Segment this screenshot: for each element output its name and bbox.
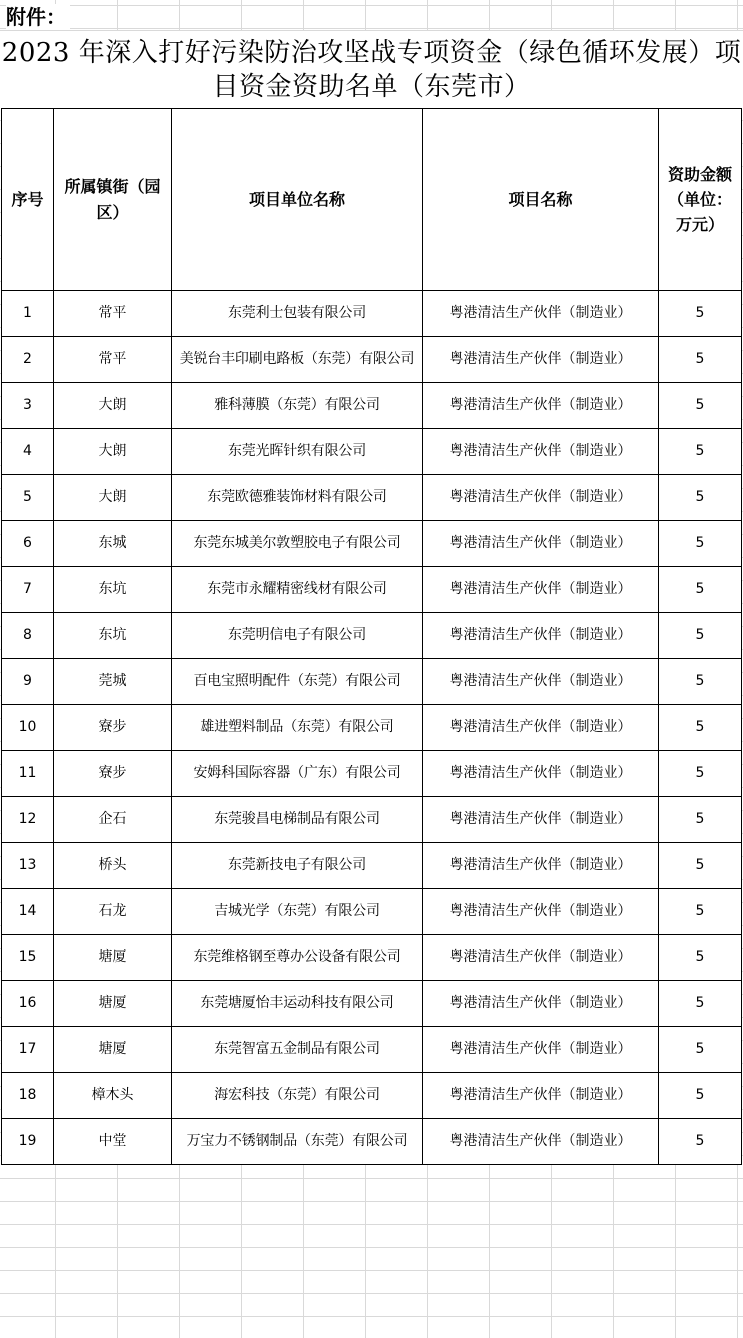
cell-company[interactable]: 雅科薄膜（东莞）有限公司 [172,383,423,429]
cell-company[interactable]: 万宝力不锈钢制品（东莞）有限公司 [172,1119,423,1165]
cell-town[interactable]: 大朗 [54,429,172,475]
cell-amount[interactable]: 5 [659,337,742,383]
cell-seq[interactable]: 7 [2,567,54,613]
table-row [2,613,742,659]
cell-seq[interactable]: 6 [2,521,54,567]
table-row [2,475,742,521]
cell-town[interactable]: 樟木头 [54,1073,172,1119]
cell-company[interactable]: 东莞骏昌电梯制品有限公司 [172,797,423,843]
cell-company[interactable]: 东莞智富五金制品有限公司 [172,1027,423,1073]
cell-town[interactable]: 大朗 [54,383,172,429]
document-title: 2023 年深入打好污染防治攻坚战专项资金（绿色循环发展）项目资金资助名单（东莞市） [1,38,742,102]
cell-town[interactable]: 大朗 [54,475,172,521]
cell-seq[interactable]: 18 [2,1073,54,1119]
table-row [2,797,742,843]
header-project[interactable]: 项目名称 [423,109,659,291]
cell-seq[interactable]: 3 [2,383,54,429]
cell-project[interactable]: 粤港清洁生产伙伴（制造业） [423,843,659,889]
table-row [2,291,742,337]
cell-amount[interactable]: 5 [659,291,742,337]
cell-company[interactable]: 东莞东城美尔敦塑胶电子有限公司 [172,521,423,567]
cell-town[interactable]: 企石 [54,797,172,843]
header-seq[interactable]: 序号 [2,109,54,291]
cell-seq[interactable]: 16 [2,981,54,1027]
table-body [2,291,742,1165]
cell-amount[interactable]: 5 [659,475,742,521]
cell-company[interactable]: 东莞维格钢至尊办公设备有限公司 [172,935,423,981]
cell-project[interactable]: 粤港清洁生产伙伴（制造业） [423,889,659,935]
cell-seq[interactable]: 12 [2,797,54,843]
cell-project[interactable]: 粤港清洁生产伙伴（制造业） [423,429,659,475]
cell-company[interactable]: 雄进塑料制品（东莞）有限公司 [172,705,423,751]
table-row [2,383,742,429]
cell-seq[interactable]: 2 [2,337,54,383]
cell-project[interactable]: 粤港清洁生产伙伴（制造业） [423,1119,659,1165]
funding-table [1,108,742,1165]
cell-amount[interactable]: 5 [659,889,742,935]
cell-project[interactable]: 粤港清洁生产伙伴（制造业） [423,705,659,751]
cell-project[interactable]: 粤港清洁生产伙伴（制造业） [423,521,659,567]
cell-amount[interactable]: 5 [659,429,742,475]
cell-amount[interactable]: 5 [659,567,742,613]
cell-seq[interactable]: 8 [2,613,54,659]
cell-company[interactable]: 东莞欧德雅装饰材料有限公司 [172,475,423,521]
cell-project[interactable]: 粤港清洁生产伙伴（制造业） [423,935,659,981]
table-row [2,1073,742,1119]
cell-town[interactable]: 塘厦 [54,981,172,1027]
cell-town[interactable]: 桥头 [54,843,172,889]
cell-company[interactable]: 东莞塘厦怡丰运动科技有限公司 [172,981,423,1027]
table-row [2,567,742,613]
cell-seq[interactable]: 17 [2,1027,54,1073]
cell-town[interactable]: 石龙 [54,889,172,935]
cell-company[interactable]: 东莞市永耀精密线材有限公司 [172,567,423,613]
cell-amount[interactable]: 5 [659,383,742,429]
cell-project[interactable]: 粤港清洁生产伙伴（制造业） [423,659,659,705]
header-town[interactable]: 所属镇街（园区） [54,109,172,291]
cell-seq[interactable]: 15 [2,935,54,981]
cell-amount[interactable]: 5 [659,751,742,797]
cell-seq[interactable]: 1 [2,291,54,337]
cell-town[interactable]: 寮步 [54,705,172,751]
cell-amount[interactable]: 5 [659,1027,742,1073]
table-row [2,429,742,475]
cell-project[interactable]: 粤港清洁生产伙伴（制造业） [423,1073,659,1119]
cell-company[interactable]: 东莞利士包装有限公司 [172,291,423,337]
cell-amount[interactable]: 5 [659,981,742,1027]
cell-amount[interactable]: 5 [659,797,742,843]
cell-company[interactable]: 百电宝照明配件（东莞）有限公司 [172,659,423,705]
cell-amount[interactable]: 5 [659,521,742,567]
cell-amount[interactable]: 5 [659,613,742,659]
cell-seq[interactable]: 10 [2,705,54,751]
cell-company[interactable]: 海宏科技（东莞）有限公司 [172,1073,423,1119]
cell-amount[interactable]: 5 [659,659,742,705]
cell-company[interactable]: 东莞新技电子有限公司 [172,843,423,889]
header-company[interactable]: 项目单位名称 [172,109,423,291]
cell-town[interactable]: 塘厦 [54,1027,172,1073]
table-row [2,935,742,981]
cell-project[interactable]: 粤港清洁生产伙伴（制造业） [423,567,659,613]
cell-seq[interactable]: 9 [2,659,54,705]
cell-town[interactable]: 常平 [54,337,172,383]
cell-town[interactable]: 东城 [54,521,172,567]
cell-town[interactable]: 塘厦 [54,935,172,981]
cell-company[interactable]: 东莞明信电子有限公司 [172,613,423,659]
cell-project[interactable]: 粤港清洁生产伙伴（制造业） [423,475,659,521]
cell-town[interactable]: 寮步 [54,751,172,797]
cell-company[interactable]: 吉城光学（东莞）有限公司 [172,889,423,935]
table-row [2,889,742,935]
cell-company[interactable]: 东莞光晖针织有限公司 [172,429,423,475]
cell-company[interactable]: 安姆科国际容器（广东）有限公司 [172,751,423,797]
table-row [2,751,742,797]
cell-amount[interactable]: 5 [659,1073,742,1119]
cell-seq[interactable]: 14 [2,889,54,935]
cell-project[interactable]: 粤港清洁生产伙伴（制造业） [423,797,659,843]
cell-project[interactable]: 粤港清洁生产伙伴（制造业） [423,981,659,1027]
table-row [2,705,742,751]
table-row [2,1119,742,1165]
cell-town[interactable]: 中堂 [54,1119,172,1165]
cell-amount[interactable]: 5 [659,1119,742,1165]
table-row [2,521,742,567]
cell-town[interactable]: 莞城 [54,659,172,705]
cell-amount[interactable]: 5 [659,843,742,889]
cell-seq[interactable]: 5 [2,475,54,521]
cell-project[interactable]: 粤港清洁生产伙伴（制造业） [423,337,659,383]
cell-project[interactable]: 粤港清洁生产伙伴（制造业） [423,383,659,429]
header-amount[interactable]: 资助金额（单位：万元） [659,109,742,291]
attachment-label: 附件： [6,4,70,30]
cell-seq[interactable]: 19 [2,1119,54,1165]
cell-town[interactable]: 东坑 [54,567,172,613]
cell-amount[interactable]: 5 [659,935,742,981]
cell-town[interactable]: 常平 [54,291,172,337]
cell-town[interactable]: 东坑 [54,613,172,659]
header-row [2,109,742,291]
cell-seq[interactable]: 13 [2,843,54,889]
table-row [2,659,742,705]
cell-project[interactable]: 粤港清洁生产伙伴（制造业） [423,291,659,337]
table-row [2,1027,742,1073]
cell-project[interactable]: 粤港清洁生产伙伴（制造业） [423,613,659,659]
table-row [2,843,742,889]
cell-amount[interactable]: 5 [659,705,742,751]
table-row [2,337,742,383]
table-row [2,981,742,1027]
cell-project[interactable]: 粤港清洁生产伙伴（制造业） [423,1027,659,1073]
cell-seq[interactable]: 4 [2,429,54,475]
cell-project[interactable]: 粤港清洁生产伙伴（制造业） [423,751,659,797]
cell-seq[interactable]: 11 [2,751,54,797]
cell-company[interactable]: 美锐台丰印刷电路板（东莞）有限公司 [172,337,423,383]
